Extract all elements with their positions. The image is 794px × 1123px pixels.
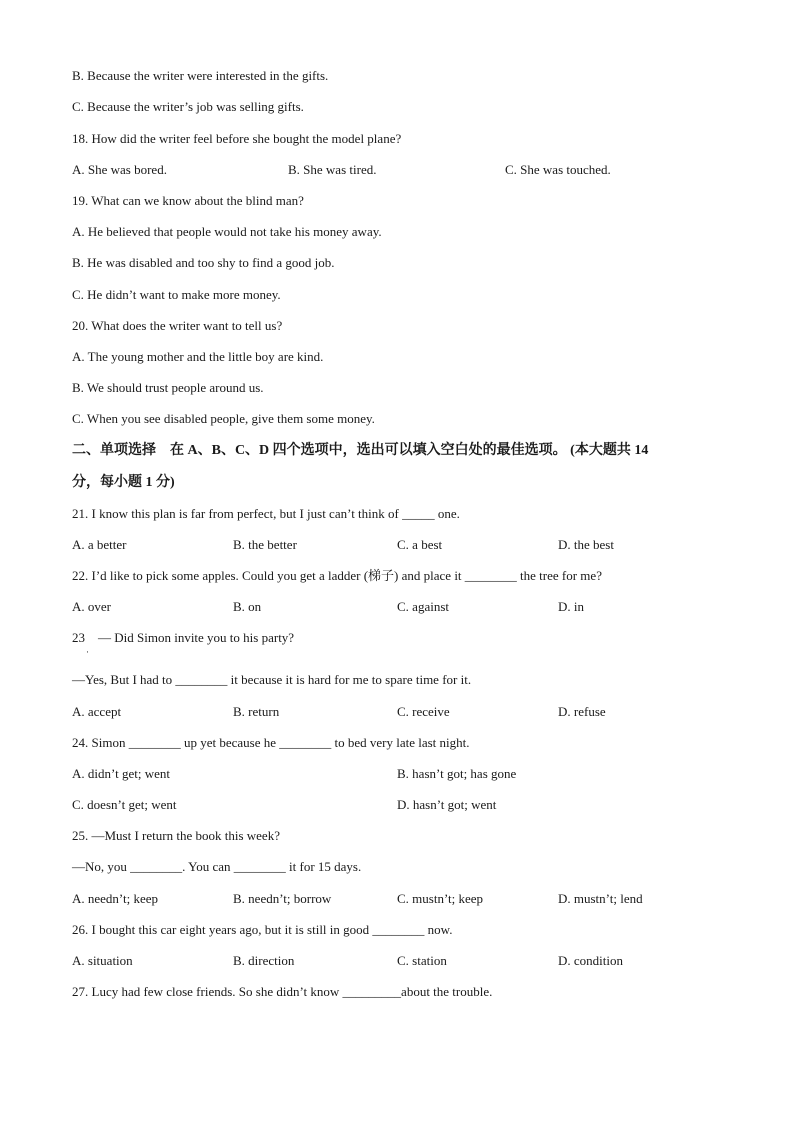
q20-stem: 20. What does the writer want to tell us? xyxy=(72,318,283,333)
q19-stem: 19. What can we know about the blind man? xyxy=(72,193,304,208)
q21-option-c: C. a best xyxy=(397,537,443,552)
q25-option-c: C. mustn’t; keep xyxy=(397,891,484,906)
q21-option-d: D. the best xyxy=(558,537,614,552)
q22-option-a: A. over xyxy=(72,599,111,614)
q24-stem: 24. Simon ________ up yet because he ________ to bed very late last night. xyxy=(72,735,470,750)
q18-stem: 18. How did the writer feel before she bought the model plane? xyxy=(72,131,402,146)
q20-option-b: B. We should trust people around us. xyxy=(72,380,264,395)
q26-option-b: B. direction xyxy=(233,953,295,968)
q22-option-d: D. in xyxy=(558,599,584,614)
q21-option-b: B. the better xyxy=(233,537,297,552)
q18-option-b: B. She was tired. xyxy=(288,162,377,177)
section-heading-line2: 分，每小题 1 分) xyxy=(72,475,175,490)
q25-option-a: A. needn’t; keep xyxy=(72,891,159,906)
q24-option-c: C. doesn’t get; went xyxy=(72,797,177,812)
q20-option-a: A. The young mother and the little boy are kind. xyxy=(72,349,324,364)
q23-stem: 23 — Did Simon invite you to his party? xyxy=(72,630,295,645)
q23-option-b: B. return xyxy=(233,704,280,719)
q24-option-b: B. hasn’t got; has gone xyxy=(397,766,517,781)
q21-option-a: A. a better xyxy=(72,537,127,552)
q26-stem: 26. I bought this car eight years ago, but it is still in good ________ now. xyxy=(72,922,453,937)
q19-option-a: A. He believed that people would not take his money away. xyxy=(72,224,382,239)
q21-stem: 21. I know this plan is far from perfect, but I just can’t think of _____ one. xyxy=(72,506,460,521)
q18-option-c: C. She was touched. xyxy=(505,162,611,177)
q19-option-c: C. He didn’t want to make more money. xyxy=(72,287,281,302)
q19-option-b: B. He was disabled and too shy to find a good job. xyxy=(72,255,335,270)
q22-stem: 22. I’d like to pick some apples. Could you get a ladder (梯子) and place it ________ the tree for me? xyxy=(72,568,602,583)
q24-option-a: A. didn’t get; went xyxy=(72,766,170,781)
q26-option-c: C. station xyxy=(397,953,447,968)
q26-option-a: A. situation xyxy=(72,953,133,968)
q25-option-d: D. mustn’t; lend xyxy=(558,891,643,906)
q23-stem-reply: —Yes, But I had to ________ it because it is hard for me to spare time for it. xyxy=(72,672,472,687)
q22-option-c: C. against xyxy=(397,599,449,614)
q23-option-d: D. refuse xyxy=(558,704,606,719)
q27-stem: 27. Lucy had few close friends. So she didn’t know _________about the trouble. xyxy=(72,984,493,999)
q20-option-c: C. When you see disabled people, give them some money. xyxy=(72,411,375,426)
q25-stem-reply: —No, you ________. You can ________ it for 15 days. xyxy=(72,859,362,874)
section-heading-line1: 二、单项选择 在 A、B、C、D 四个选项中，选出可以填入空白处的最佳选项。 (本大题共 14 xyxy=(72,443,649,458)
q22-option-b: B. on xyxy=(233,599,262,614)
stray-dot: · xyxy=(86,647,89,657)
q26-option-d: D. condition xyxy=(558,953,623,968)
q24-option-d: D. hasn’t got; went xyxy=(397,797,497,812)
q25-option-b: B. needn’t; borrow xyxy=(233,891,332,906)
q25-stem: 25. —Must I return the book this week? xyxy=(72,828,280,843)
q23-option-a: A. accept xyxy=(72,704,122,719)
q18-option-a: A. She was bored. xyxy=(72,162,167,177)
q23-option-c: C. receive xyxy=(397,704,450,719)
q17-option-b: B. Because the writer were interested in the gifts. xyxy=(72,68,329,83)
q17-option-c: C. Because the writer’s job was selling gifts. xyxy=(72,99,304,114)
